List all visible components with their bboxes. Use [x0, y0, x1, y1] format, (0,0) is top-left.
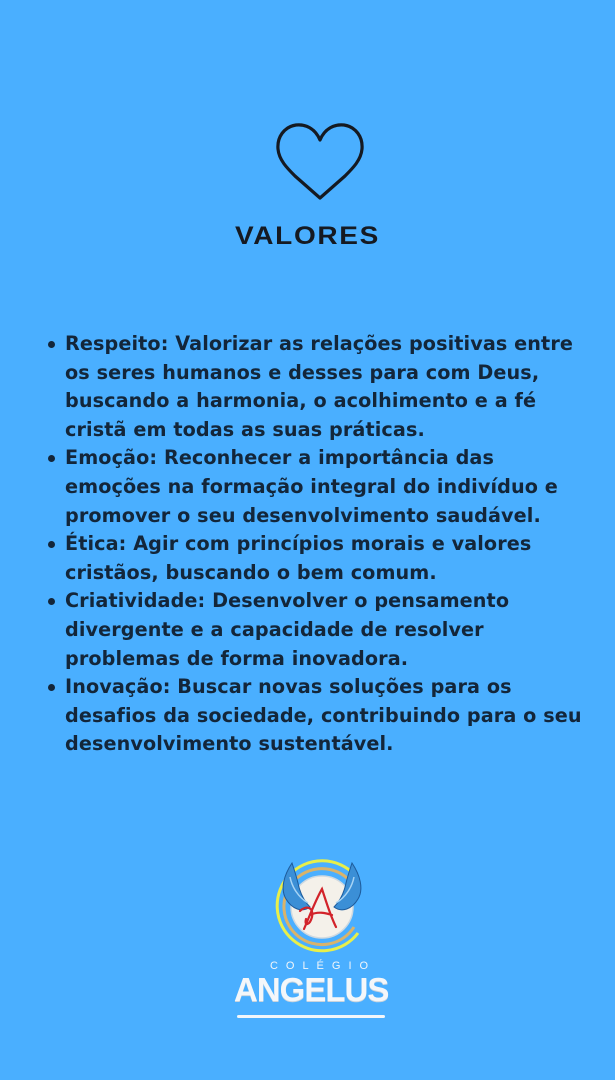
value-item-emocao [45, 444, 585, 530]
value-text: Inovação: Buscar novas soluções para os desafios da sociedade, contribuindo para o seu desenvolvimento sustentável. [65, 675, 582, 756]
value-text: Ética: Agir com princípios morais e valores cristãos, buscando o bem comum. [65, 532, 532, 584]
values-list [45, 330, 585, 759]
logo-big-text: ANGELUS [234, 971, 389, 1008]
bullet-icon [48, 541, 55, 548]
value-text: Respeito: Valorizar as relações positivas entre os seres humanos e desses para com Deus, buscando a harmonia, o acolhimento e a fé cristã em todas as suas práticas. [65, 332, 574, 441]
value-text: Emoção: Reconhecer a importância das emoções na formação integral do indivíduo e promover o seu desenvolvimento saudável. [65, 446, 558, 527]
value-item-criatividade [45, 587, 585, 673]
school-logo [230, 855, 390, 1020]
value-item-respeito [45, 330, 585, 444]
bullet-icon [48, 341, 55, 348]
value-text: Criatividade: Desenvolver o pensamento divergente e a capacidade de resolver problemas de forma inovadora. [65, 589, 510, 670]
bullet-icon [48, 455, 55, 462]
value-item-etica [45, 530, 585, 587]
bullet-icon [48, 598, 55, 605]
page-title: VALORES [234, 222, 381, 250]
angel-wings-emblem-icon [270, 855, 370, 955]
bullet-icon [48, 684, 55, 691]
value-item-inovacao [45, 673, 585, 759]
logo-underline [237, 1015, 385, 1018]
logo-small-text: COLÉGIO [269, 960, 377, 972]
heart-icon [275, 122, 365, 200]
